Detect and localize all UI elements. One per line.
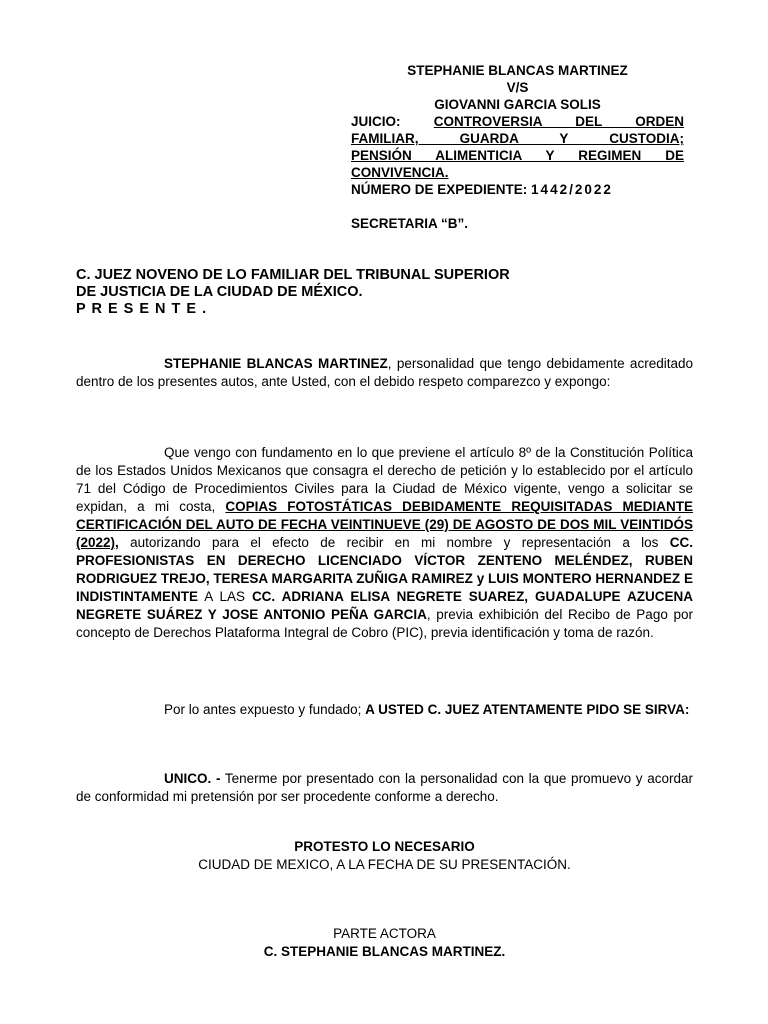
intro-paragraph	[76, 355, 693, 391]
juicio-type-4: CONVIVENCIA.	[351, 165, 449, 180]
juicio-type-3: PENSIÓN ALIMENTICIA Y REGIMEN DE	[351, 148, 684, 163]
addressee-block	[76, 267, 696, 318]
body-text-4: , previa exhibición del Recibo de Pago por concepto de Derechos Plataforma Integral de Cobro (PIC), previa identificación y toma de razón.	[76, 607, 693, 640]
petition-text: Por lo antes expuesto y fundado;	[164, 702, 366, 717]
intro-name: STEPHANIE BLANCAS MARTINEZ	[164, 356, 388, 371]
petition-bold: A USTED C. JUEZ ATENTAMENTE PIDO SE SIRVA:	[365, 702, 690, 717]
addressee-line-1: C. JUEZ NOVENO DE LO FAMILIAR DEL TRIBUNAL SUPERIOR	[76, 267, 510, 283]
protesto: PROTESTO LO NECESARIO	[294, 839, 475, 854]
expediente-label: NÚMERO DE EXPEDIENTE:	[351, 182, 528, 197]
body-text-1: Que vengo con fundamento en lo que previene el artículo 8º de la Constitución Política de los Estados Unidos Mexicanos que consagra el derecho de petición y lo establecido por el artículo 71 del Código de Procedimientos Civiles para la Ciudad de México vigente, vengo a solicitar se expidan, a mi costa,	[76, 445, 693, 514]
body-text-3: A LAS	[198, 589, 252, 604]
signature-block	[76, 925, 693, 961]
party-b: GIOVANNI GARCIA SOLIS	[434, 97, 601, 112]
body-paragraph	[76, 444, 693, 642]
ciudad-fecha: CIUDAD DE MEXICO, A LA FECHA DE SU PRESENTACIÓN.	[198, 857, 571, 872]
case-header	[351, 62, 684, 232]
body-text-2: autorizando para el efecto de recibir en mi nombre y representación a los	[118, 535, 670, 550]
juicio-label: JUICIO:	[351, 114, 401, 129]
secretaria: SECRETARIA “B”.	[351, 216, 469, 231]
versus: V/S	[506, 80, 529, 95]
juicio-line-1	[351, 113, 684, 130]
signature-name: C. STEPHANIE BLANCAS MARTINEZ.	[263, 944, 506, 959]
closing-block	[76, 838, 693, 874]
unico-paragraph	[76, 770, 693, 806]
unico-label: UNICO. -	[164, 771, 221, 786]
expediente-line	[351, 181, 684, 198]
cc-adriana: CC. ADRIANA ELISA NEGRETE SUAREZ, GUADALUPE AZUCENA NEGRETE SUÁREZ Y JOSE ANTONIO PEÑA GARCIA	[76, 589, 693, 622]
presente: P R E S E N T E .	[76, 301, 208, 317]
party-a: STEPHANIE BLANCAS MARTINEZ	[407, 63, 628, 78]
petition-paragraph	[76, 701, 693, 719]
intro-text: , personalidad que tengo debidamente acreditado dentro de los presentes autos, ante Usted, con el debido respeto comparezco y expongo:	[76, 356, 693, 389]
copias-request: COPIAS FOTOSTÁTICAS DEBIDAMENTE REQUISITADAS MEDIANTE CERTIFICACIÓN DEL AUTO DE FECHA VEINTINUEVE (29) DE AGOSTO DE DOS MIL VEINTIDÓS (2022),	[76, 499, 693, 550]
addressee-line-2: DE JUSTICIA DE LA CIUDAD DE MÉXICO.	[76, 284, 363, 300]
unico-text: Tenerme por presentado con la personalidad con la que promuevo y acordar de conformidad mi pretensión por ser procedente conforme a derecho.	[76, 771, 693, 804]
signature-role: PARTE ACTORA	[333, 926, 436, 941]
profesionistas: CC. PROFESIONISTAS EN DERECHO LICENCIADO VÍCTOR ZENTENO MELÉNDEZ, RUBEN RODRIGUEZ TREJO, TERESA MARGARITA ZUÑIGA RAMIREZ y LUIS MONTERO HERNANDEZ E INDISTINTAMENTE	[76, 535, 693, 604]
juicio-type-2: FAMILIAR, GUARDA Y CUSTODIA;	[351, 131, 684, 146]
juicio-type-1: CONTROVERSIA DEL ORDEN	[433, 114, 684, 129]
expediente-number: 1442/2022	[531, 182, 613, 197]
